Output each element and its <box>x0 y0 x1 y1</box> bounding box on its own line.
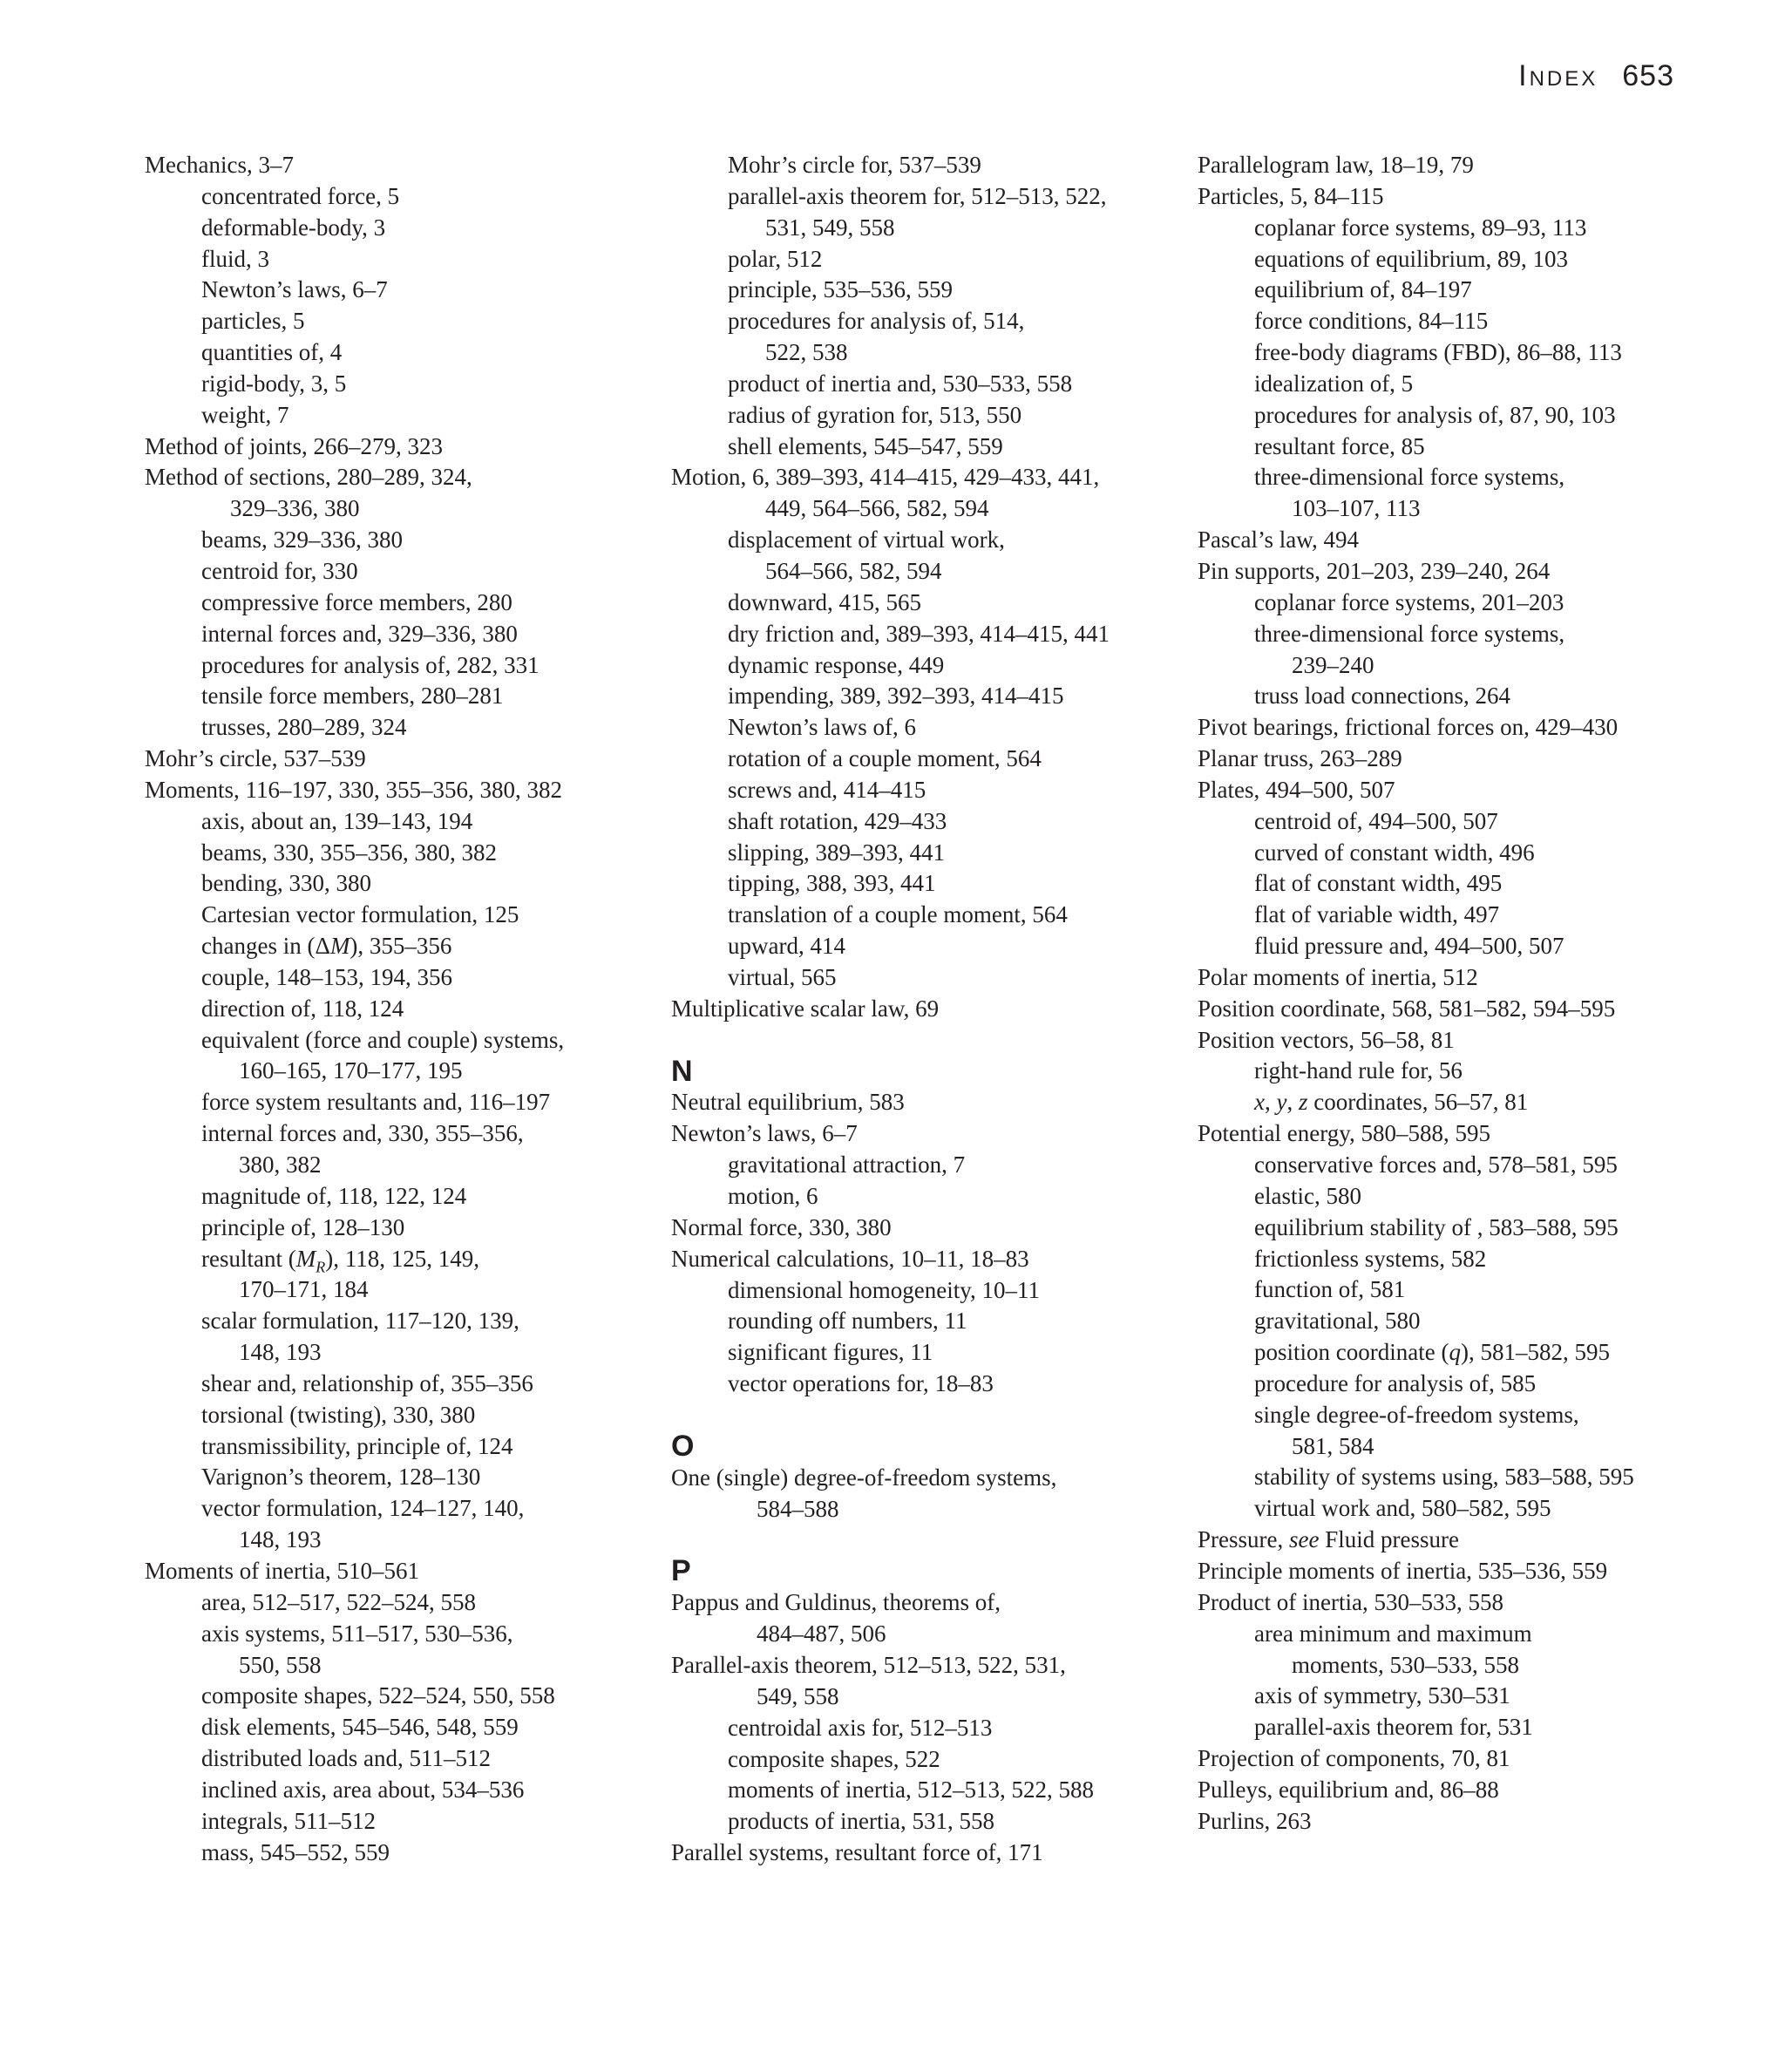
index-subentry: force conditions, 84–115 <box>1254 308 1489 335</box>
index-subentry: position coordinate (q), 581–582, 595 <box>1254 1339 1610 1366</box>
index-entry: Pappus and Guldinus, theorems of, <box>671 1589 1001 1616</box>
index-subentry: resultant $(M_R)$, 118, 125, 149, <box>201 1245 479 1275</box>
index-subentry: radius of gyration for, 513, 550 <box>728 401 1022 428</box>
index-subentry: flat of variable width, 497 <box>1254 901 1500 928</box>
index-entry: Numerical calculations, 10–11, 18–83 <box>671 1245 1029 1272</box>
index-subentry: force system resultants and, 116–197 <box>201 1089 551 1116</box>
index-entry: Multiplicative scalar law, 69 <box>671 995 940 1022</box>
index-subentry: dry friction and, 389–393, 414–415, 441 <box>728 620 1110 647</box>
index-subentry: dynamic response, 449 <box>728 651 945 678</box>
index-continuation: 522, 538 <box>765 339 848 366</box>
index-subentry: frictionless systems, 582 <box>1254 1245 1487 1272</box>
index-subentry: fluid pressure and, 494–500, 507 <box>1254 933 1564 960</box>
index-entry: Moments, 116–197, 330, 355–356, 380, 382 <box>145 776 562 803</box>
index-subentry: principle of, 128–130 <box>201 1213 405 1240</box>
index-subentry: procedure for analysis of, 585 <box>1254 1369 1537 1396</box>
index-continuation: 170–171, 184 <box>239 1276 369 1303</box>
index-entry: Neutral equilibrium, 583 <box>671 1089 905 1116</box>
index-entry: Product of inertia, 530–533, 558 <box>1198 1588 1503 1615</box>
index-subentry: internal forces and, 329–336, 380 <box>201 620 518 647</box>
index-subentry: rigid-body, 3, 5 <box>201 370 347 397</box>
index-continuation: 148, 193 <box>239 1526 322 1553</box>
index-entry: Mechanics, 3–7 <box>145 152 294 178</box>
index-continuation: 484–487, 506 <box>757 1620 886 1647</box>
index-subentry: Mohr’s circle for, 537–539 <box>728 152 981 178</box>
index-subentry: axis, about an, 139–143, 194 <box>201 807 473 834</box>
index-subentry: disk elements, 545–546, 548, 559 <box>201 1714 519 1741</box>
index-entry: Mohr’s circle, 537–539 <box>145 745 366 772</box>
index-subentry: tipping, 388, 393, 441 <box>728 870 936 897</box>
index-subentry: conservative forces and, 578–581, 595 <box>1254 1151 1618 1178</box>
index-subentry: beams, 329–336, 380 <box>201 526 403 554</box>
index-subentry: parallel-axis theorem for, 531 <box>1254 1714 1533 1741</box>
section-title: Index <box>1518 59 1598 92</box>
index-column-1 <box>145 150 633 1868</box>
index-entry: Moments of inertia, 510–561 <box>145 1557 419 1584</box>
index-subentry: products of inertia, 531, 558 <box>728 1808 994 1835</box>
index-subentry: scalar formulation, 117–120, 139, <box>201 1308 519 1335</box>
index-entry: Normal force, 330, 380 <box>671 1213 892 1240</box>
index-subentry: equilibrium stability of , 583–588, 595 <box>1254 1213 1619 1240</box>
index-subentry: transmissibility, principle of, 124 <box>201 1432 513 1459</box>
index-subentry: rounding off numbers, 11 <box>728 1308 967 1335</box>
index-subentry: couple, 148–153, 194, 356 <box>201 963 452 990</box>
index-subentry: axis of symmetry, 530–531 <box>1254 1682 1510 1709</box>
index-subentry: inclined axis, area about, 534–536 <box>201 1776 525 1803</box>
index-subentry: coplanar force systems, 89–93, 113 <box>1254 214 1587 241</box>
index-entry: Method of joints, 266–279, 323 <box>145 432 443 459</box>
index-subentry: procedures for analysis of, 87, 90, 103 <box>1254 401 1616 428</box>
index-subentry: tensile force members, 280–281 <box>201 683 504 710</box>
index-subentry: vector formulation, 124–127, 140, <box>201 1495 525 1522</box>
index-subentry: flat of constant width, 495 <box>1254 870 1503 897</box>
index-subentry: centroid of, 494–500, 507 <box>1254 807 1498 834</box>
index-subentry: equivalent (force and couple) systems, <box>201 1026 565 1053</box>
index-subentry: displacement of virtual work, <box>728 526 1005 554</box>
index-subentry: magnitude of, 118, 122, 124 <box>201 1182 467 1209</box>
index-subentry: virtual work and, 580–582, 595 <box>1254 1495 1551 1522</box>
index-continuation: 380, 382 <box>239 1151 322 1178</box>
index-subentry: equilibrium of, 84–197 <box>1254 276 1472 303</box>
section-letter-p: P <box>671 1554 691 1588</box>
index-subentry: direction of, 118, 124 <box>201 995 404 1022</box>
index-entry: Projection of components, 70, 81 <box>1198 1745 1510 1772</box>
index-subentry: particles, 5 <box>201 308 305 335</box>
index-subentry: bending, 330, 380 <box>201 870 371 897</box>
index-entry: Parallel-axis theorem, 512–513, 522, 531, <box>671 1651 1066 1678</box>
index-subentry: shell elements, 545–547, 559 <box>728 432 1003 459</box>
index-subentry: impending, 389, 392–393, 414–415 <box>728 683 1064 710</box>
index-subentry: product of inertia and, 530–533, 558 <box>728 370 1073 397</box>
index-entry: Position coordinate, 568, 581–582, 594–595 <box>1198 995 1616 1022</box>
index-subentry: deformable-body, 3 <box>201 214 386 241</box>
index-entry: Position vectors, 56–58, 81 <box>1198 1026 1455 1053</box>
index-subentry: stability of systems using, 583–588, 595 <box>1254 1464 1634 1491</box>
index-continuation: 581, 584 <box>1292 1432 1374 1459</box>
index-subentry: internal forces and, 330, 355–356, <box>201 1120 524 1147</box>
index-entry: Potential energy, 580–588, 595 <box>1198 1120 1490 1147</box>
index-subentry: three-dimensional force systems, <box>1254 464 1565 491</box>
index-subentry: truss load connections, 264 <box>1254 683 1510 710</box>
index-subentry: mass, 545–552, 559 <box>201 1838 390 1865</box>
index-subentry: shaft rotation, 429–433 <box>728 807 947 834</box>
index-continuation: 564–566, 582, 594 <box>765 557 942 584</box>
index-continuation: 449, 564–566, 582, 594 <box>765 495 989 522</box>
index-subentry: centroid for, 330 <box>201 557 358 584</box>
index-subentry: upward, 414 <box>728 933 845 960</box>
index-subentry: procedures for analysis of, 282, 331 <box>201 651 540 678</box>
index-subentry: centroidal axis for, 512–513 <box>728 1714 993 1741</box>
index-subentry: beams, 330, 355–356, 380, 382 <box>201 839 497 866</box>
index-subentry: resultant force, 85 <box>1254 432 1425 459</box>
index-entry: Parallelogram law, 18–19, 79 <box>1198 152 1474 178</box>
index-subentry: significant figures, 11 <box>728 1339 933 1366</box>
index-subentry: Newton’s laws, 6–7 <box>201 276 388 303</box>
running-header <box>1518 59 1674 93</box>
index-subentry: trusses, 280–289, 324 <box>201 714 407 741</box>
index-continuation: 239–240 <box>1292 651 1374 678</box>
index-subentry: elastic, 580 <box>1254 1182 1361 1209</box>
index-subentry: composite shapes, 522–524, 550, 558 <box>201 1682 555 1709</box>
index-subentry: procedures for analysis of, 514, <box>728 308 1025 335</box>
index-subentry: shear and, relationship of, 355–356 <box>201 1369 533 1396</box>
index-subentry: quantities of, 4 <box>201 339 343 366</box>
index-continuation: 549, 558 <box>757 1682 839 1709</box>
index-entry: Motion, 6, 389–393, 414–415, 429–433, 441, <box>671 464 1100 491</box>
index-subentry: right-hand rule for, 56 <box>1254 1057 1463 1084</box>
index-column-3 <box>1198 150 1721 1838</box>
index-subentry: area minimum and maximum <box>1254 1620 1532 1647</box>
index-entry: Particles, 5, 84–115 <box>1198 182 1384 209</box>
index-entry: Principle moments of inertia, 535–536, 559 <box>1198 1557 1608 1584</box>
index-entry: Newton’s laws, 6–7 <box>671 1120 858 1147</box>
index-subentry: three-dimensional force systems, <box>1254 620 1565 647</box>
index-subentry: principle, 535–536, 559 <box>728 276 953 303</box>
index-subentry: torsional (twisting), 330, 380 <box>201 1401 476 1428</box>
index-continuation: 329–336, 380 <box>230 495 360 522</box>
index-subentry: function of, 581 <box>1254 1276 1406 1303</box>
index-subentry: single degree-of-freedom systems, <box>1254 1401 1579 1428</box>
index-subentry: gravitational, 580 <box>1254 1308 1421 1335</box>
index-subentry: screws and, 414–415 <box>728 776 926 803</box>
index-entry: Pressure, see Fluid pressure <box>1198 1526 1459 1553</box>
index-subentry: rotation of a couple moment, 564 <box>728 745 1042 772</box>
index-subentry: Newton’s laws of, 6 <box>728 714 916 741</box>
index-subentry: x, y, z coordinates, 56–57, 81 <box>1254 1089 1529 1116</box>
index-continuation: 148, 193 <box>239 1339 322 1366</box>
index-subentry: parallel-axis theorem for, 512–513, 522, <box>728 182 1107 209</box>
index-subentry: polar, 512 <box>728 245 823 272</box>
index-subentry: weight, 7 <box>201 401 289 428</box>
index-entry: Planar truss, 263–289 <box>1198 745 1402 772</box>
index-subentry: distributed loads and, 511–512 <box>201 1745 491 1772</box>
page-number: 653 <box>1622 59 1674 92</box>
index-continuation: 160–165, 170–177, 195 <box>239 1057 463 1084</box>
index-entry: Pivot bearings, frictional forces on, 429–430 <box>1198 714 1619 741</box>
index-subentry: moments of inertia, 512–513, 522, 588 <box>728 1776 1094 1804</box>
index-entry: Plates, 494–500, 507 <box>1198 776 1395 803</box>
index-continuation: 584–588 <box>757 1495 839 1522</box>
index-entry: One (single) degree-of-freedom systems, <box>671 1464 1057 1491</box>
index-subentry: composite shapes, 522 <box>728 1745 940 1772</box>
index-subentry: downward, 415, 565 <box>728 588 921 615</box>
index-subentry: compressive force members, 280 <box>201 588 512 615</box>
index-subentry: Varignon’s theorem, 128–130 <box>201 1464 481 1491</box>
index-column-2 <box>671 150 1159 1869</box>
index-subentry: idealization of, 5 <box>1254 370 1414 397</box>
index-continuation: moments, 530–533, 558 <box>1292 1651 1519 1678</box>
index-entry: Pin supports, 201–203, 239–240, 264 <box>1198 557 1551 584</box>
index-continuation: 531, 549, 558 <box>765 214 895 241</box>
index-subentry: dimensional homogeneity, 10–11 <box>728 1276 1040 1303</box>
index-subentry: coplanar force systems, 201–203 <box>1254 588 1564 615</box>
section-letter-n: N <box>671 1054 693 1088</box>
index-subentry: concentrated force, 5 <box>201 182 400 209</box>
index-subentry: gravitational attraction, 7 <box>728 1151 966 1179</box>
section-letter-o: O <box>671 1429 695 1463</box>
index-entry: Pascal’s law, 494 <box>1198 526 1359 554</box>
index-entry: Purlins, 263 <box>1198 1807 1312 1834</box>
index-entry: Pulleys, equilibrium and, 86–88 <box>1198 1776 1499 1803</box>
index-entry: Parallel systems, resultant force of, 171 <box>671 1839 1043 1866</box>
index-subentry: fluid, 3 <box>201 245 269 272</box>
index-subentry: vector operations for, 18–83 <box>728 1370 994 1397</box>
index-subentry: motion, 6 <box>728 1183 818 1209</box>
index-entry: Polar moments of inertia, 512 <box>1198 963 1478 990</box>
index-subentry: integrals, 511–512 <box>201 1807 376 1834</box>
index-continuation: 103–107, 113 <box>1292 495 1421 522</box>
index-entry: Method of sections, 280–289, 324, <box>145 464 472 491</box>
index-subentry: slipping, 389–393, 441 <box>728 839 946 866</box>
index-subentry: equations of equilibrium, 89, 103 <box>1254 245 1568 272</box>
index-subentry: virtual, 565 <box>728 963 837 990</box>
index-subentry: curved of constant width, 496 <box>1254 839 1535 866</box>
index-subentry: Cartesian vector formulation, 125 <box>201 901 519 928</box>
index-subentry: translation of a couple moment, 564 <box>728 901 1068 928</box>
index-subentry: free-body diagrams (FBD), 86–88, 113 <box>1254 339 1622 366</box>
index-continuation: 550, 558 <box>239 1651 322 1678</box>
index-subentry: axis systems, 511–517, 530–536, <box>201 1620 513 1647</box>
index-subentry: area, 512–517, 522–524, 558 <box>201 1588 476 1615</box>
index-subentry: changes in (ΔM), 355–356 <box>201 933 452 960</box>
